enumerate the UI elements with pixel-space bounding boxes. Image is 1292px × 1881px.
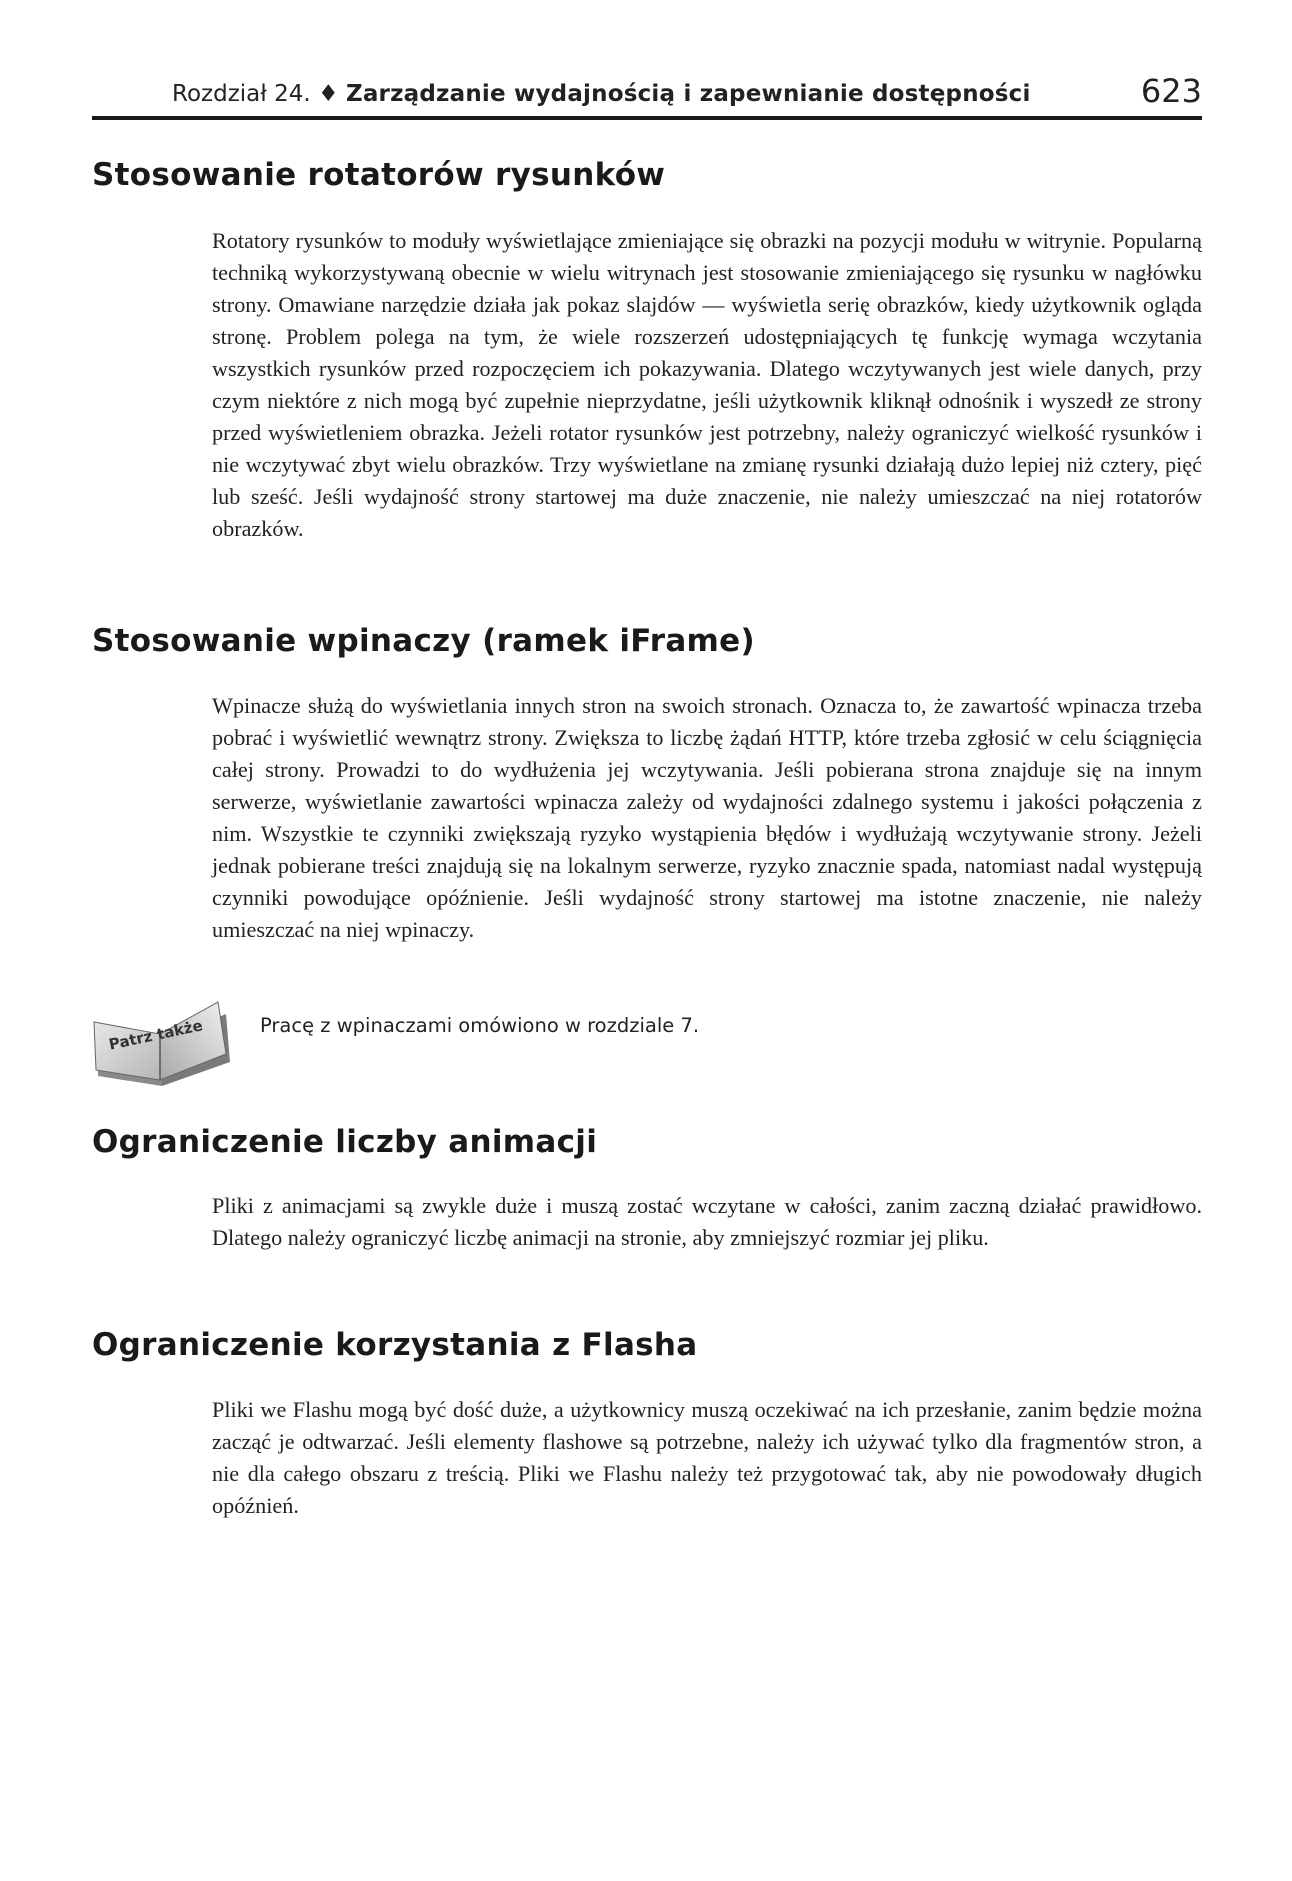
diamond-separator: ♦ [318, 81, 339, 107]
see-also-label: Patrz także [107, 1016, 205, 1054]
section-title-animations: Ograniczenie liczby animacji [92, 1124, 598, 1160]
section-paragraph-rotators: Rotatory rysunków to moduły wyświetlające zmieniające się obrazki na pozycji modułu w witrynie. Popularną techniką wykorzystywaną obecnie w wielu witrynach jest stosowanie zmieniającego się rysunku w nagłówku strony. Omawiane narzędzie działa jak pokaz slajdów — wyświetla serię obrazków, kiedy użytkownik ogląda stronę. Problem polega na tym, że wiele rozszerzeń udostępniających tę funkcję wymaga wczytania wszystkich rysunków przed rozpoczęciem ich pokazywania. Dlatego wczytywanych jest wiele danych, przy czym niektóre z nich mogą być zupełnie nieprzydatne, jeśli użytkownik kliknął odnośnik i wyszedł ze strony przed wyświetleniem obrazka. Jeżeli rotator rysunków jest potrzebny, należy ograniczyć wielkość rysunków i nie wczytywać zbyt wielu obrazków. Trzy wyświetlane na zmianę rysunki działają dużo lepiej niż cztery, pięć lub sześć. Jeśli wydajność strony startowej ma duże znaczenie, nie należy umieszczać na niej rotatorów obrazków. [212, 228, 1202, 541]
chapter-heading [172, 81, 1031, 107]
section-title-iframes: Stosowanie wpinaczy (ramek iFrame) [92, 623, 755, 659]
chapter-title: Zarządzanie wydajnością i zapewnianie dostępności [345, 81, 1031, 107]
section-paragraph-animations: Pliki z animacjami są zwykle duże i muszą zostać wczytane w całości, zanim zaczną działać prawidłowo. Dlatego należy ograniczyć liczbę animacji na stronie, aby zmniejszyć rozmiar jej pliku. [212, 1193, 1202, 1250]
running-header [92, 72, 1202, 120]
section-paragraph-iframes: Wpinacze służą do wyświetlania innych stron na swoich stronach. Oznacza to, że zawartość wpinacza trzeba pobrać i wyświetlić wewnątrz strony. Zwiększa to liczbę żądań HTTP, które trzeba zgłosić w celu ściągnięcia całej strony. Prowadzi to do wydłużenia jej wczytywania. Jeśli pobierana strona znajduje się na innym serwerze, wyświetlanie zawartości wpinacza zależy od wydajności zdalnego systemu i jakości połączenia z nim. Wszystkie te czynniki zwiększają ryzyko wystąpienia błędów i wydłużają wczytywanie strony. Jeżeli jednak pobierane treści znajdują się na lokalnym serwerze, ryzyko znacznie spada, natomiast nadal występują czynniki powodujące opóźnienie. Jeśli wydajność strony startowej ma istotne znaczenie, nie należy umieszczać na niej wpinaczy. [212, 693, 1202, 942]
section-paragraph-flash: Pliki we Flashu mogą być dość duże, a użytkownicy muszą oczekiwać na ich przesłanie, zanim będzie można zacząć je odtwarzać. Jeśli elementy flashowe są potrzebne, należy ich używać tylko dla fragmentów stron, a nie dla całego obszaru z treścią. Pliki we Flashu należy też przygotować tak, aby nie powodowały długich opóźnień. [212, 1397, 1202, 1518]
section-title-flash: Ograniczenie korzystania z Flasha [92, 1327, 698, 1363]
chapter-label: Rozdział 24. [172, 81, 311, 107]
see-also-book-icon [92, 996, 232, 1088]
page-number: 623 [1140, 72, 1202, 110]
see-also-note: Pracę z wpinaczami omówiono w rozdziale 7. [260, 1014, 700, 1037]
section-title-rotators: Stosowanie rotatorów rysunków [92, 157, 666, 193]
